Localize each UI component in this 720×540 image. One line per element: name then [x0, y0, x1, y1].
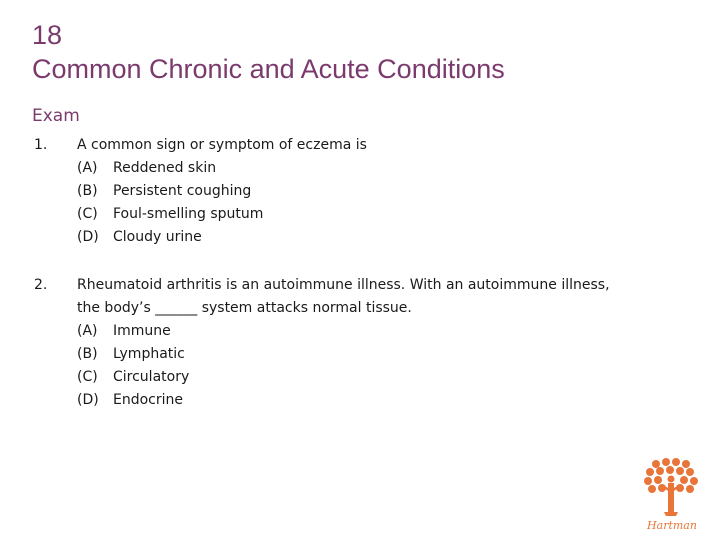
option-letter: (B) — [77, 346, 98, 362]
hartman-logo — [640, 456, 704, 534]
question-body — [77, 134, 702, 249]
option-a — [77, 157, 702, 180]
option-letter: (D) — [77, 392, 99, 408]
chapter-number: 18 — [32, 20, 63, 50]
option-d — [77, 226, 702, 249]
question-body — [77, 274, 702, 412]
option-text: Persistent coughing — [113, 183, 252, 199]
option-c — [77, 366, 702, 389]
question-number: 2. — [34, 277, 48, 293]
option-letter: (A) — [77, 160, 98, 176]
option-letter: (D) — [77, 229, 99, 245]
option-text: Immune — [113, 323, 171, 339]
option-letter: (A) — [77, 323, 98, 339]
option-a — [77, 320, 702, 343]
option-text: Reddened skin — [113, 160, 217, 176]
option-text: Cloudy urine — [113, 229, 202, 245]
question-stem-line-1: Rheumatoid arthritis is an autoimmune illness. With an autoimmune illness, — [77, 277, 610, 293]
section-label: Exam — [32, 106, 80, 126]
question-stem-line-2: the body’s ______ system attacks normal tissue. — [77, 300, 412, 316]
question-number: 1. — [34, 137, 48, 153]
tree-icon — [644, 458, 698, 516]
option-b — [77, 180, 702, 203]
option-letter: (C) — [77, 206, 98, 222]
option-text: Lymphatic — [113, 346, 185, 362]
option-b — [77, 343, 702, 366]
option-d — [77, 389, 702, 412]
question-stem: A common sign or symptom of eczema is — [77, 137, 367, 153]
option-c — [77, 203, 702, 226]
slide-title — [32, 18, 505, 86]
chapter-title: Common Chronic and Acute Conditions — [32, 54, 505, 84]
option-text: Endocrine — [113, 392, 183, 408]
option-text: Foul-smelling sputum — [113, 206, 264, 222]
option-text: Circulatory — [113, 369, 190, 385]
option-letter: (B) — [77, 183, 98, 199]
option-letter: (C) — [77, 369, 98, 385]
logo-wordmark: Hartman — [647, 519, 697, 532]
